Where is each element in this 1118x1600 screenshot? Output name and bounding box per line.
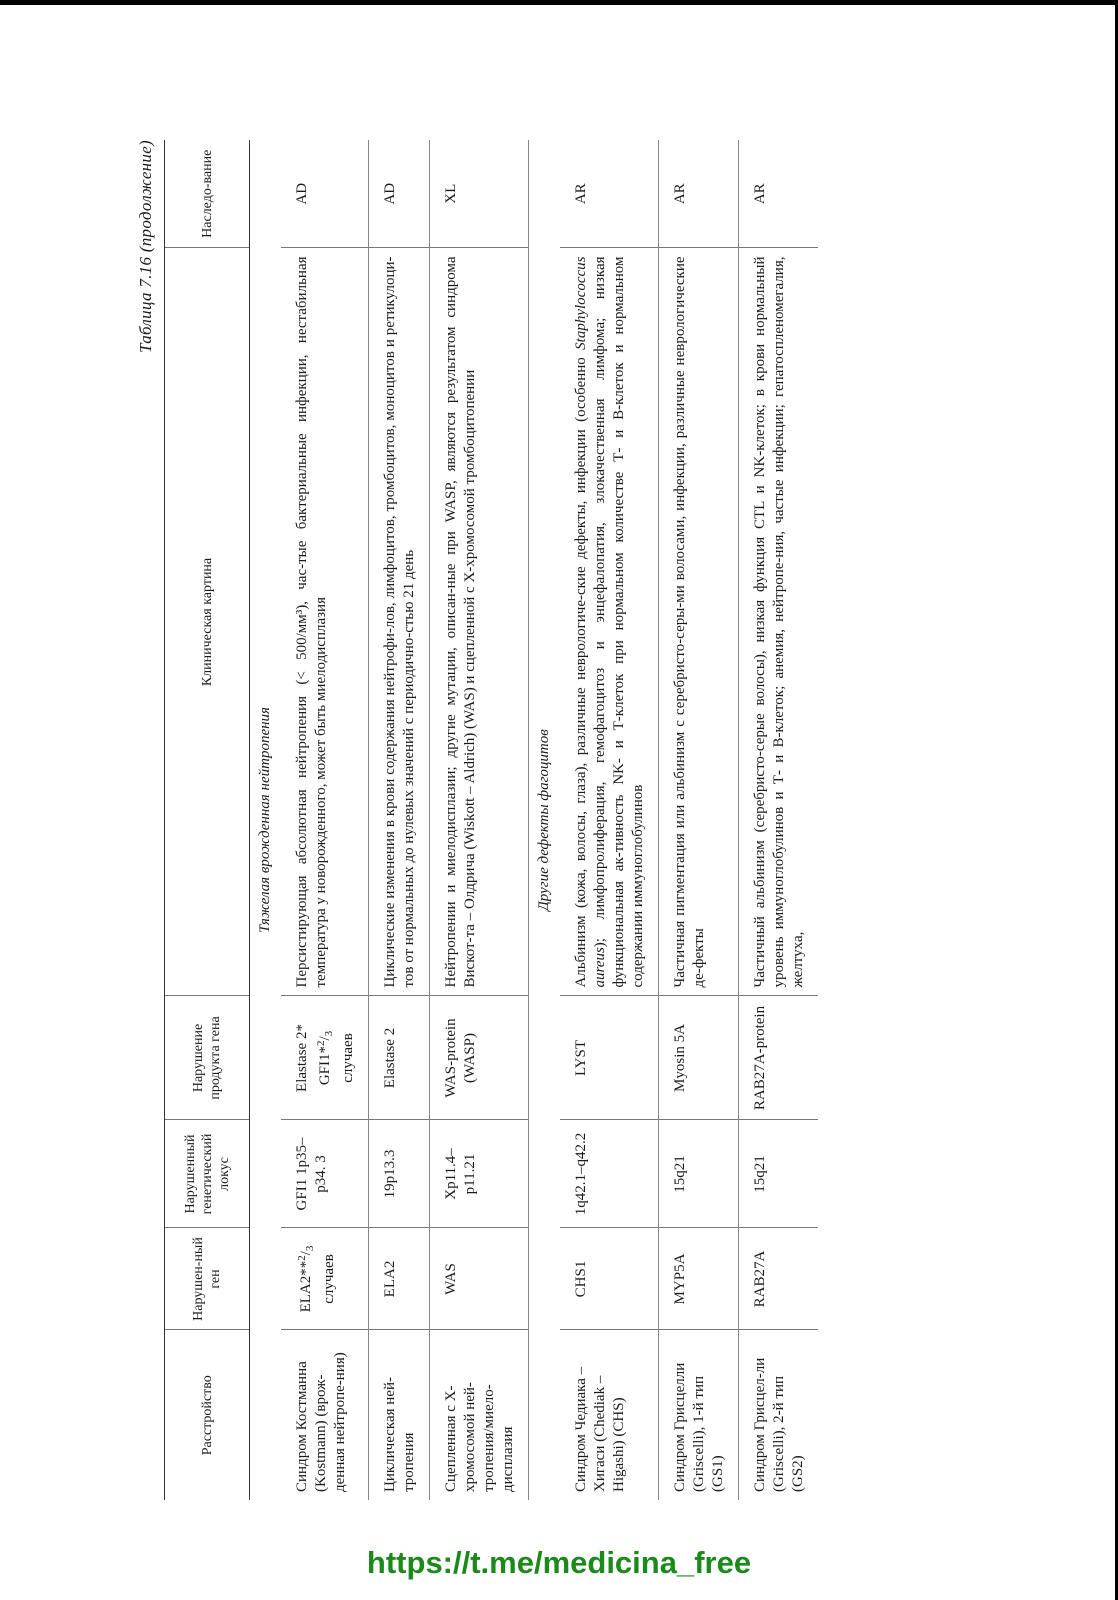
cell-locus: Xp11.4–p11.21 bbox=[430, 1120, 529, 1228]
table-header-row bbox=[165, 140, 250, 1500]
cell-clinic: Частичная пигментация или альбинизм с серебристо-серы-ми волосами, инфекции, различные неврологические де-фекты bbox=[659, 248, 739, 996]
cell-inheritance: AR bbox=[659, 140, 739, 248]
table-row bbox=[659, 140, 739, 1500]
gene-note: случаев bbox=[321, 1254, 337, 1304]
header-disorder: Расстройство bbox=[165, 1330, 250, 1500]
group-row bbox=[250, 140, 282, 1500]
cell-locus: 15q21 bbox=[739, 1120, 819, 1228]
footer-link[interactable]: https://t.me/medicina_free bbox=[366, 1545, 752, 1580]
cell-clinic: Циклические изменения в крови содержания нейтрофи-лов, лимфоцитов, тромбоцитов, моноцитов и ретикулоци-тов от нормальных до нулевых значений с периодично-стью 21 день bbox=[369, 248, 430, 996]
cell-inheritance: AD bbox=[369, 140, 430, 248]
cell-disorder: Синдром Чедиака – Хигаси (Chediak – Higashi) (CHS) bbox=[560, 1330, 659, 1500]
cell-product: Elastase 2 bbox=[369, 996, 430, 1120]
cell-clinic: Персистирующая абсолютная нейтропения (< 500/мм³), час-тые бактериальные инфекции, нестабильная температура у новорожденного, может быть миелодисплазия bbox=[281, 248, 369, 996]
group-label: Другие дефекты фагоцитов bbox=[536, 729, 552, 911]
cell-disorder: Сцепленная с Х-хромосомой ней-тропения/миело-дисплазия bbox=[430, 1330, 529, 1500]
table-row bbox=[281, 140, 369, 1500]
cell-gene: MYP5A bbox=[659, 1228, 739, 1330]
clinic-text-italic: Staphylococcus aureus bbox=[573, 256, 608, 988]
cell-gene: CHS1 bbox=[560, 1228, 659, 1330]
cell-locus: 19p13.3 bbox=[369, 1120, 430, 1228]
cell-inheritance: AR bbox=[739, 140, 819, 248]
cell-gene: $ELA2**^2/_3$ случаев bbox=[281, 1228, 369, 1330]
gene-frac-den: 3 bbox=[304, 1245, 316, 1252]
cell-product: Elastase 2* $GFI1*^2/_3$ случаев bbox=[281, 996, 369, 1120]
header-inheritance: Наследо-вание bbox=[165, 140, 250, 248]
group-label: Тяжелая врожденная нейтропения bbox=[257, 706, 273, 934]
cell-clinic bbox=[560, 248, 659, 996]
cell-inheritance: AD bbox=[281, 140, 369, 248]
header-product: Нарушение продукта гена bbox=[165, 996, 250, 1120]
cell-product: Myosin 5A bbox=[659, 996, 739, 1120]
header-locus: Нарушенный генетический локус bbox=[165, 1120, 250, 1228]
table-row bbox=[739, 140, 819, 1500]
clinic-text-b: ); лимфопролиферация, гемофагоцитоз и энцефалопатия, злокачественная лимфома; низкая функциональная ак-тивность NK- и Т-клеток при нормальном количестве Т- и В-клеток и нормальном содержании иммуноглобулинов bbox=[592, 256, 646, 988]
cell-locus: 1q42.1–q42.2 bbox=[560, 1120, 659, 1228]
cell-inheritance: XL bbox=[430, 140, 529, 248]
table-caption: Таблица 7.16 (продолжение) bbox=[136, 140, 155, 353]
header-clinic: Клиническая картина bbox=[165, 248, 250, 996]
cell-clinic: Нейтропении и миелодисплазии; другие мутации, описан-ные при WASP, являются результатом синдрома Вискот-та – Олдрича (Wiskott – Aldrich) (WAS) и сцепленной с Х-хромосомой тромбоцитопении bbox=[430, 248, 529, 996]
cell-gene: ELA2 bbox=[369, 1228, 430, 1330]
table-row bbox=[560, 140, 659, 1500]
gene-text: ELA2** bbox=[298, 1260, 314, 1313]
cell-locus: 15q21 bbox=[659, 1120, 739, 1228]
cell-product: RAB27A-protein bbox=[739, 996, 819, 1120]
cell-disorder: Синдром Грисцел-ли (Griscelli), 2-й тип (GS2) bbox=[752, 1357, 806, 1492]
cell-product: WAS-protein (WASP) bbox=[430, 996, 529, 1120]
product-frac-num: 2 bbox=[315, 1040, 327, 1046]
table-row bbox=[430, 140, 529, 1500]
product-note: случаев bbox=[340, 1033, 356, 1083]
cell-gene: RAB27A bbox=[739, 1228, 819, 1330]
rotated-table-page bbox=[130, 140, 990, 1500]
product-frac-den: 3 bbox=[323, 1030, 335, 1037]
cell-clinic: Частичный альбинизм (серебристо-серые волосы), низкая функция CTL и NK-клеток; в крови нормальный уровень иммуноглобулинов и Т- и В-клеток; анемия, нейтропе-ния, частые инфекции; гепатоспленомегалия, желтуха, bbox=[739, 248, 819, 996]
cell-disorder: Синдром Грисцелли (Griscelli), 1-й тип (GS1) bbox=[659, 1330, 739, 1500]
clinic-text-a: Альбинизм (кожа, волосы, глаза), различные неврологиче-ские дефекты, инфекции (особенно bbox=[573, 349, 589, 988]
cell-locus: GFI1 1p35–p34. 3 bbox=[281, 1120, 369, 1228]
group-row bbox=[529, 140, 561, 1500]
cell-disorder: Циклическая ней-тропения bbox=[369, 1330, 430, 1500]
cell-disorder: Синдром Костманна (Kostmann) (врож-денная нейтропе-ния) bbox=[281, 1330, 369, 1500]
cell-inheritance: AR bbox=[560, 140, 659, 248]
gene-frac-num: 2 bbox=[296, 1255, 308, 1261]
cell-gene: WAS bbox=[430, 1228, 529, 1330]
disorders-table bbox=[164, 140, 818, 1500]
product-text: Elastase 2* GFI1* bbox=[294, 1024, 333, 1092]
cell-product: LYST bbox=[560, 996, 659, 1120]
top-border bbox=[0, 0, 1118, 5]
header-gene: Нарушен-ный ген bbox=[165, 1228, 250, 1330]
table-row bbox=[369, 140, 430, 1500]
